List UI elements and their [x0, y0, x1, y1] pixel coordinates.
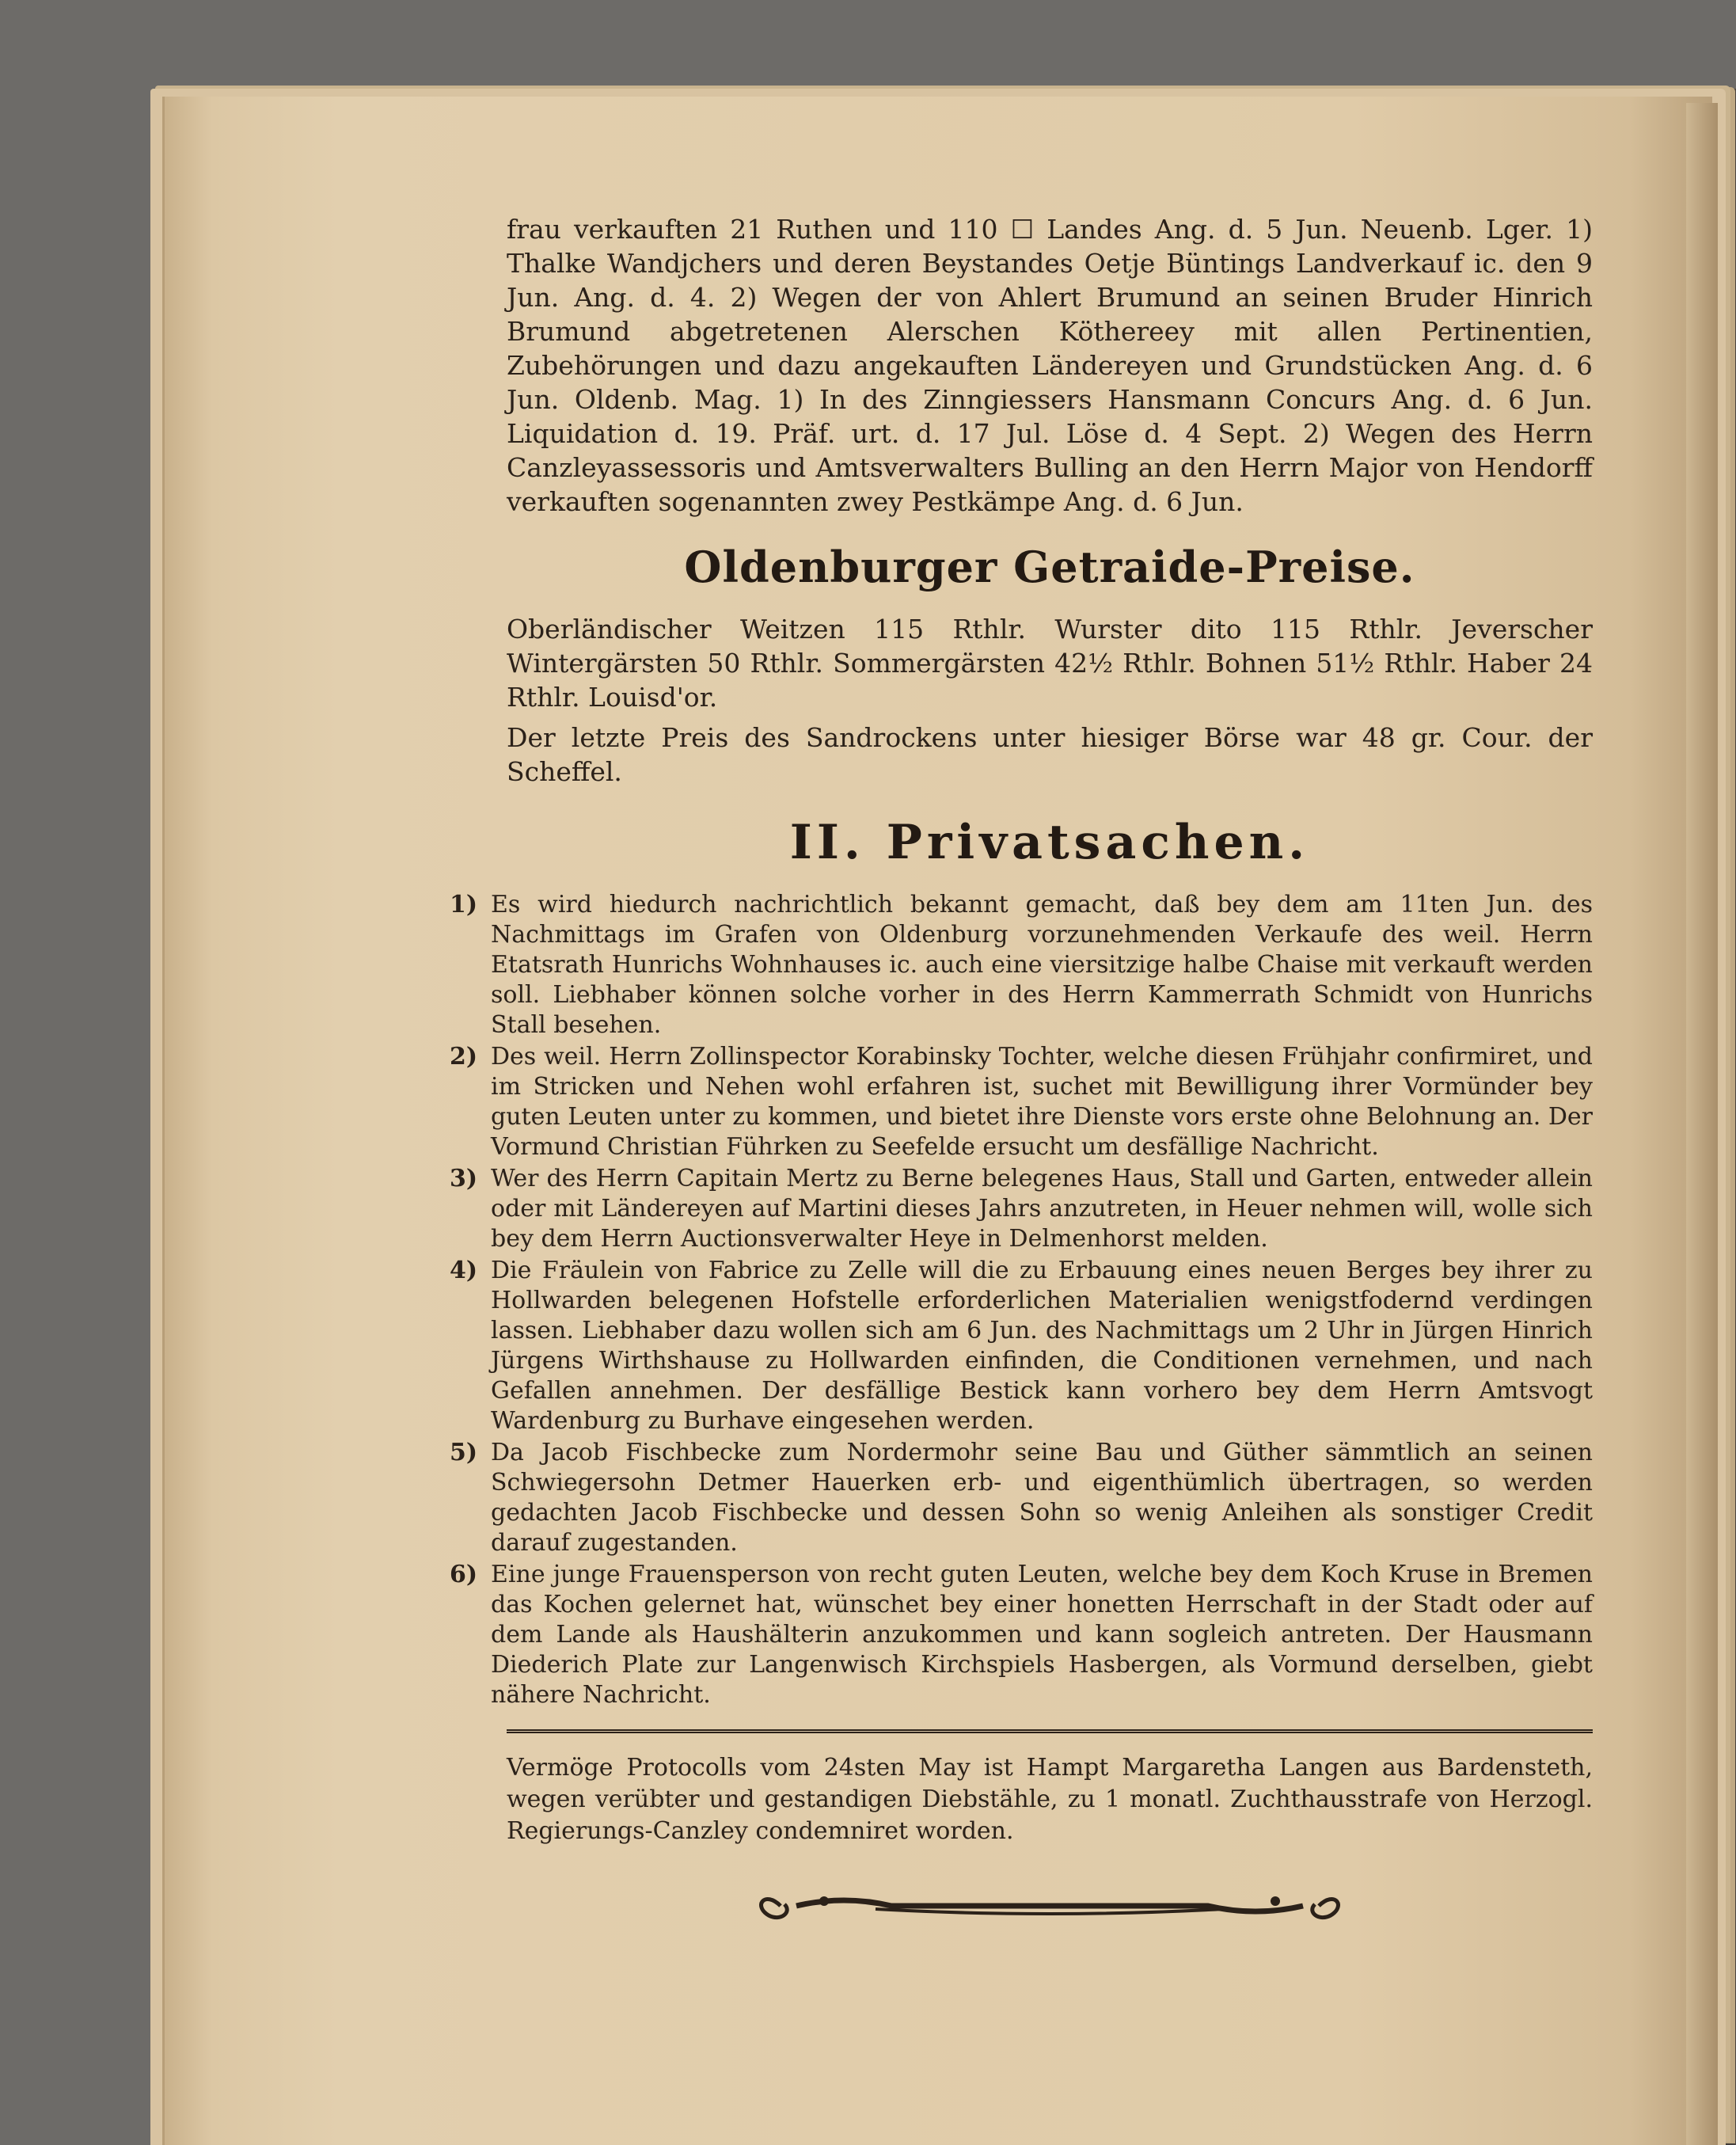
item-text: Wer des Herrn Capitain Mertz zu Berne belegenes Haus, Stall und Garten, entweder allein oder mit Ländereyen auf Martini dieses Jahrs anzutreten, in Heuer nehmen will, wolle sich bey dem Herrn Auctionsverwalter Heye in Delmenhorst melden. [491, 1165, 1593, 1253]
item-text: Es wird hiedurch nachrichtlich bekannt gemacht, daß bey dem am 11ten Jun. des Nachmittags im Grafen von Oldenburg vorzunehmenden Verkaufe des weil. Herrn Etatsrath Hunrichs Wohnhauses ic. auch eine viersitzige halbe Chaise mit verkauft werden soll. Liebhaber können solche vorher in des Herrn Kammerrath Schmidt von Hunrichs Stall besehen. [491, 891, 1593, 1039]
private-heading: II. Privatsachen. [789, 815, 1310, 870]
page-gutter [1686, 103, 1718, 2145]
item-text: Des weil. Herrn Zollinspector Korabinsky Tochter, welche diesen Frühjahr confirmiret, und im Stricken und Nehen wohl erfahren ist, suchet mit Bewilligung ihrer Vormünder bey guten Leuten unter zu kommen, und bietet ihre Dienste vors erste ohne Belohnung an. Der Vormund Christian Führken zu Seefelde ersucht um desfällige Nachricht. [491, 1043, 1593, 1161]
list-item [450, 1560, 1593, 1710]
section-divider [507, 1729, 1593, 1733]
list-item [450, 1042, 1593, 1162]
rye-price-line: Der letzte Preis des Sandrockens unter hiesiger Börse war 48 gr. Cour. der Scheffel. [507, 722, 1593, 787]
item-number: 3) [450, 1165, 478, 1192]
list-item [450, 1256, 1593, 1436]
opening-paragraph: frau verkauften 21 Ruthen und 110 ☐ Landes Ang. d. 5 Jun. Neuenb. Lger. 1) Thalke Wandjchers und deren Beystandes Oetje Büntings Landverkauf ic. den 9 Jun. Ang. d. 4. 2) Wegen der von Ahlert Brumund an seinen Bruder Hinrich Brumund abgetretenen Alerschen Köthereey mit allen Pertinentien, Zubehörungen und dazu angekauften Ländereyen und Grundstücken Ang. d. 6 Jun. Oldenb. Mag. 1) In des Zinngiessers Hansmann Concurs Ang. d. 6 Jun. Liquidation d. 19. Präf. urt. d. 17 Jul. Löse d. 4 Sept. 2) Wegen des Herrn Canzleyassessoris und Amtsverwalters Bulling an den Herrn Major von Hendorff verkauften sogenannten zwey Pestkämpe Ang. d. 6 Jun. [507, 214, 1593, 517]
decorative-flourish-icon [749, 1882, 1350, 1930]
item-text: Eine junge Frauensperson von recht guten Leuten, welche bey dem Koch Kruse in Bremen das Kochen gelernet hat, wünschet bey einer honetten Herrschaft in der Stadt oder auf dem Lande als Haushälterin anzukommen und kann sogleich antreten. Der Hausmann Diederich Plate zur Langenwisch Kirchspiels Hasbergen, als Vormund derselben, giebt nähere Nachricht. [491, 1561, 1593, 1709]
prices-heading: Oldenburger Getraide-Preise. [684, 542, 1415, 592]
prices-line: Oberländischer Weitzen 115 Rthlr. Wurster dito 115 Rthlr. Jeverscher Wintergärsten 50 Rthlr. Sommergärsten 42½ Rthlr. Bohnen 51½ Rthlr. Haber 24 Rthlr. Louisd'or. [507, 614, 1593, 713]
item-number: 1) [450, 891, 478, 918]
list-item [450, 1438, 1593, 1558]
list-item [450, 1164, 1593, 1254]
private-ads-list [450, 890, 1593, 1710]
list-item [450, 890, 1593, 1040]
court-notice: Vermöge Protocolls vom 24sten May ist Hampt Margaretha Langen aus Bardensteth, wegen verübter und gestandigen Diebstähle, zu 1 monatl. Zuchthausstrafe von Herzogl. Regierungs-Canzley condemniret worden. [507, 1754, 1593, 1845]
item-number: 4) [450, 1257, 478, 1284]
item-text: Da Jacob Fischbecke zum Nordermohr seine Bau und Güther sämmtlich an seinen Schwiegersohn Detmer Hauerken erb- und eigenthümlich übertragen, so werden gedachten Jacob Fischbecke und dessen Sohn so wenig Anleihen als sonstiger Credit darauf zugestanden. [491, 1439, 1593, 1557]
item-number: 5) [450, 1439, 478, 1466]
item-text: Die Fräulein von Fabrice zu Zelle will die zu Erbauung eines neuen Berges bey ihrer zu Hollwarden belegenen Hofstelle erforderlichen Materialien wenigstfodernd verdingen lassen. Liebhaber dazu wollen sich am 6 Jun. des Nachmittags um 2 Uhr in Jürgen Hinrich Jürgens Wirthshause zu Hollwarden einfinden, die Conditionen vernehmen, und nach Gefallen annehmen. Der desfällige Bestick kann vorhero bey dem Herrn Amtsvogt Wardenburg zu Burhave eingesehen werden. [491, 1257, 1593, 1435]
page-text [450, 212, 1593, 1930]
item-number: 6) [450, 1561, 478, 1588]
item-number: 2) [450, 1043, 478, 1071]
